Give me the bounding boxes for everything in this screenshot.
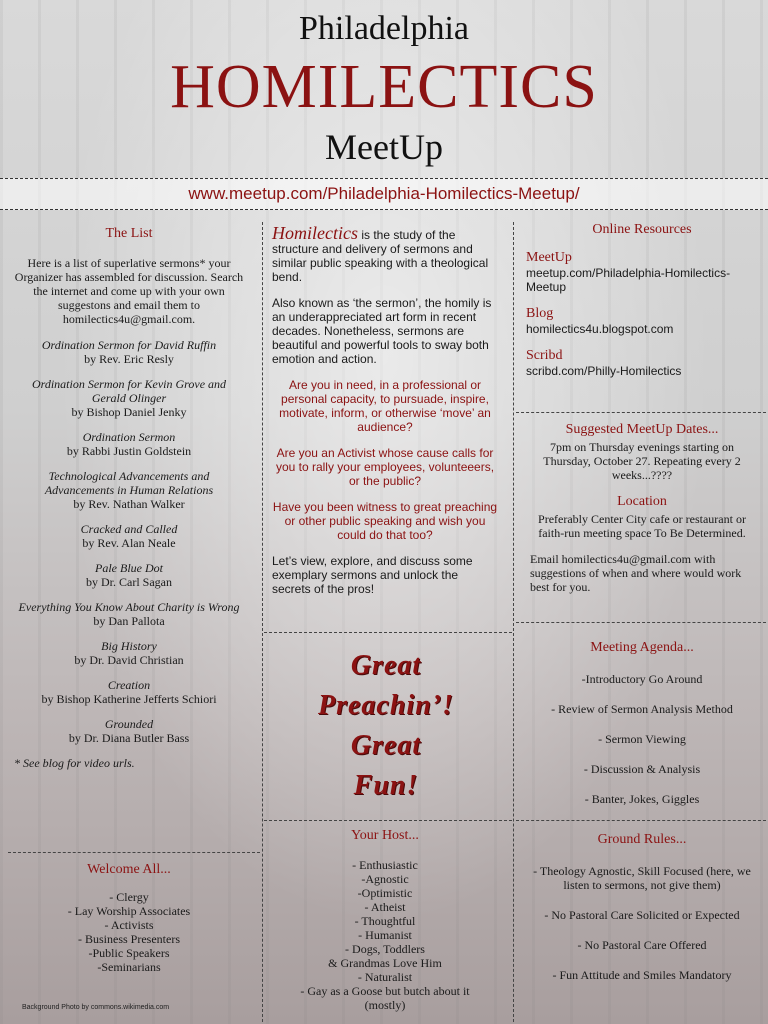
sermon-item [14,717,244,745]
question-item: Are you in need, in a professional or personal capacity, to pursuade, inspire, motivate, inform, or otherwise ‘move’ an audience? [279,378,491,434]
rule-item: - Fun Attitude and Smiles Mandatory [552,968,732,982]
sermon-title: Big History [101,639,157,653]
host-trait: -Optimistic [357,886,413,900]
sermon-author: by Dr. Diana Butler Bass [68,731,190,745]
online-resources-section [526,222,758,378]
sermon-title: Cracked and Called [80,522,178,536]
slogan-line: Fun! [353,770,419,801]
resource-label: Blog [526,306,554,321]
sermon-title: Grounded [104,717,154,731]
sermon-item [14,522,244,550]
welcome-item: -Public Speakers [88,946,170,960]
main-title: HOMILECTICS [170,53,598,121]
welcome-item: - Business Presenters [78,932,180,946]
host-trait: (mostly) [364,998,406,1012]
agenda-item: - Sermon Viewing [598,732,686,746]
location-email-text: Email homilectics4u@gmail.com with suggestions of when and where would work best for you. [530,552,742,594]
host-section [272,828,498,1012]
resource-list [526,250,758,378]
location-title: Location [617,494,667,509]
welcome-item: - Activists [104,918,154,932]
agenda-item: - Discussion & Analysis [583,762,701,776]
location-text: Preferably Center City cafe or restaurant or faith-run meeting space To Be Determined. [538,512,746,540]
host-trait: & Grandmas Love Him [328,956,442,970]
welcome-item: - Lay Worship Associates [67,904,191,918]
sermon-title: Everything You Know About Charity is Wrong [18,600,240,614]
slogan-line: Great [350,650,422,681]
city-title: Philadelphia [299,10,469,47]
sermon-author: by Dr. David Christian [74,653,184,667]
agenda-item: -Introductory Go Around [581,672,703,686]
slogan-line: Preachin’! [318,690,454,721]
sermon-list [14,338,244,745]
sermon-author: by Bishop Katherine Jefferts Schiori [41,692,217,706]
sermon-title: Ordination Sermon for David Ruffin [41,338,217,352]
great-preachin-slogan [270,646,502,806]
host-trait: - Dogs, Toddlers [345,942,425,956]
resources-title: Online Resources [592,222,692,237]
sermon-item [14,678,244,706]
resource-label: MeetUp [526,250,572,265]
closing-paragraph: Let’s view, explore, and discuss some exemplary sermons and unlock the secrets of the pros! [272,554,473,596]
sermon-author: by Dr. Carl Sagan [86,575,172,589]
sermon-title: Ordination Sermon for Kevin Grove and Gerald Olinger [31,377,227,405]
the-list-title: The List [105,226,153,241]
sermon-author: by Rabbi Justin Goldstein [66,444,192,458]
sermon-paragraph: Also known as ‘the sermon’, the homily is an underappreciated art form in recent decades. Nonetheless, sermons are beautiful and powerful tools to sway both emotion and action. [272,296,492,366]
divider-left-1 [8,852,260,853]
resource-link[interactable]: meetup.com/Philadelphia-Homilectics-Meetup [526,266,731,294]
dates-section [526,422,758,594]
divider-right [513,222,514,1022]
agenda-title: Meeting Agenda... [590,640,694,655]
the-list-intro: Here is a list of superlative sermons* your Organizer has assembled for discussion. Search the internet and come up with your own suggestons and email them to homilectics4u@gmail.com. [14,256,244,326]
dates-title: Suggested MeetUp Dates... [565,422,719,437]
sermon-item [14,639,244,667]
host-trait: - Naturalist [357,970,413,984]
photo-credit: Background Photo by commons.wikimedia.com [22,1004,170,1011]
question-list [272,378,498,542]
welcome-section [14,862,244,974]
question-item: Are you an Activist whose cause calls for you to rally your employees, volunteeers, or the public? [275,446,495,488]
resource-label: Scribd [526,348,563,363]
sermon-author: by Bishop Daniel Jenky [71,405,187,419]
host-list [272,858,498,1012]
subtitle: MeetUp [325,127,443,167]
rule-item: - No Pastoral Care Solicited or Expected [544,908,740,922]
homilectics-lead-word: Homilectics [272,223,358,243]
resource-item [526,306,758,336]
agenda-list [526,672,758,807]
welcome-list [14,890,244,974]
sermon-item [14,469,244,511]
rule-item: - Theology Agnostic, Skill Focused (here, we listen to sermons, not give them) [533,864,751,892]
resource-link[interactable]: homilectics4u.blogspot.com [526,322,674,336]
video-note: * See blog for video urls. [14,756,135,770]
sermon-item [14,377,244,419]
homilectics-intro-section [272,223,498,596]
ground-rules-section [526,832,758,998]
sermon-author: by Dan Pallota [93,614,165,628]
agenda-section [526,640,758,822]
sermon-author: by Rev. Alan Neale [82,536,176,550]
dates-text: 7pm on Thursday evenings starting on Thursday, October 27. Repeating every 2 weeks...???? [543,440,741,482]
welcome-item: -Seminarians [97,960,161,974]
the-list-section [14,226,244,771]
host-trait: - Gay as a Goose but butch about it [300,984,470,998]
divider-right-2 [516,622,766,623]
meetup-url-link[interactable]: www.meetup.com/Philadelphia-Homilectics-Meetup/ [0,178,768,210]
host-trait: - Thoughtful [354,914,416,928]
divider-right-1 [516,412,766,413]
host-trait: - Atheist [364,900,406,914]
sermon-author: by Rev. Eric Resly [84,352,174,366]
divider-left [262,222,263,1022]
host-trait: - Enthusiastic [352,858,418,872]
rule-item: - No Pastoral Care Offered [577,938,707,952]
resource-item [526,250,758,294]
intro-text: is the study of the structure and delivery of sermons and similar public speaking with a theological bend. [272,228,489,284]
question-item: Have you been witness to great preaching or other public speaking and wish you could do that too? [272,500,498,542]
sermon-author: by Rev. Nathan Walker [73,497,185,511]
agenda-item: - Review of Sermon Analysis Method [551,702,733,716]
agenda-item: - Banter, Jokes, Giggles [584,792,700,806]
header [0,0,768,178]
sermon-title: Ordination Sermon [82,430,176,444]
sermon-title: Pale Blue Dot [95,561,163,575]
resource-item [526,348,758,378]
rules-title: Ground Rules... [597,832,687,847]
divider-mid-2 [264,820,512,821]
host-trait: - Humanist [358,928,412,942]
resource-link[interactable]: scribd.com/Philly-Homilectics [526,364,682,378]
intro-paragraph [272,223,498,284]
host-trait: -Agnostic [361,872,409,886]
rules-list [526,864,758,982]
sermon-title: Creation [107,678,151,692]
host-title: Your Host... [351,828,419,843]
sermon-item [14,430,244,458]
welcome-item: - Clergy [109,890,149,904]
slogan-line: Great [350,730,422,761]
sermon-title: Technological Advancements and Advancements in Human Relations [44,469,214,497]
welcome-title: Welcome All... [87,862,171,877]
sermon-item [14,600,244,628]
sermon-item [14,338,244,366]
divider-mid-1 [264,632,512,633]
sermon-item [14,561,244,589]
